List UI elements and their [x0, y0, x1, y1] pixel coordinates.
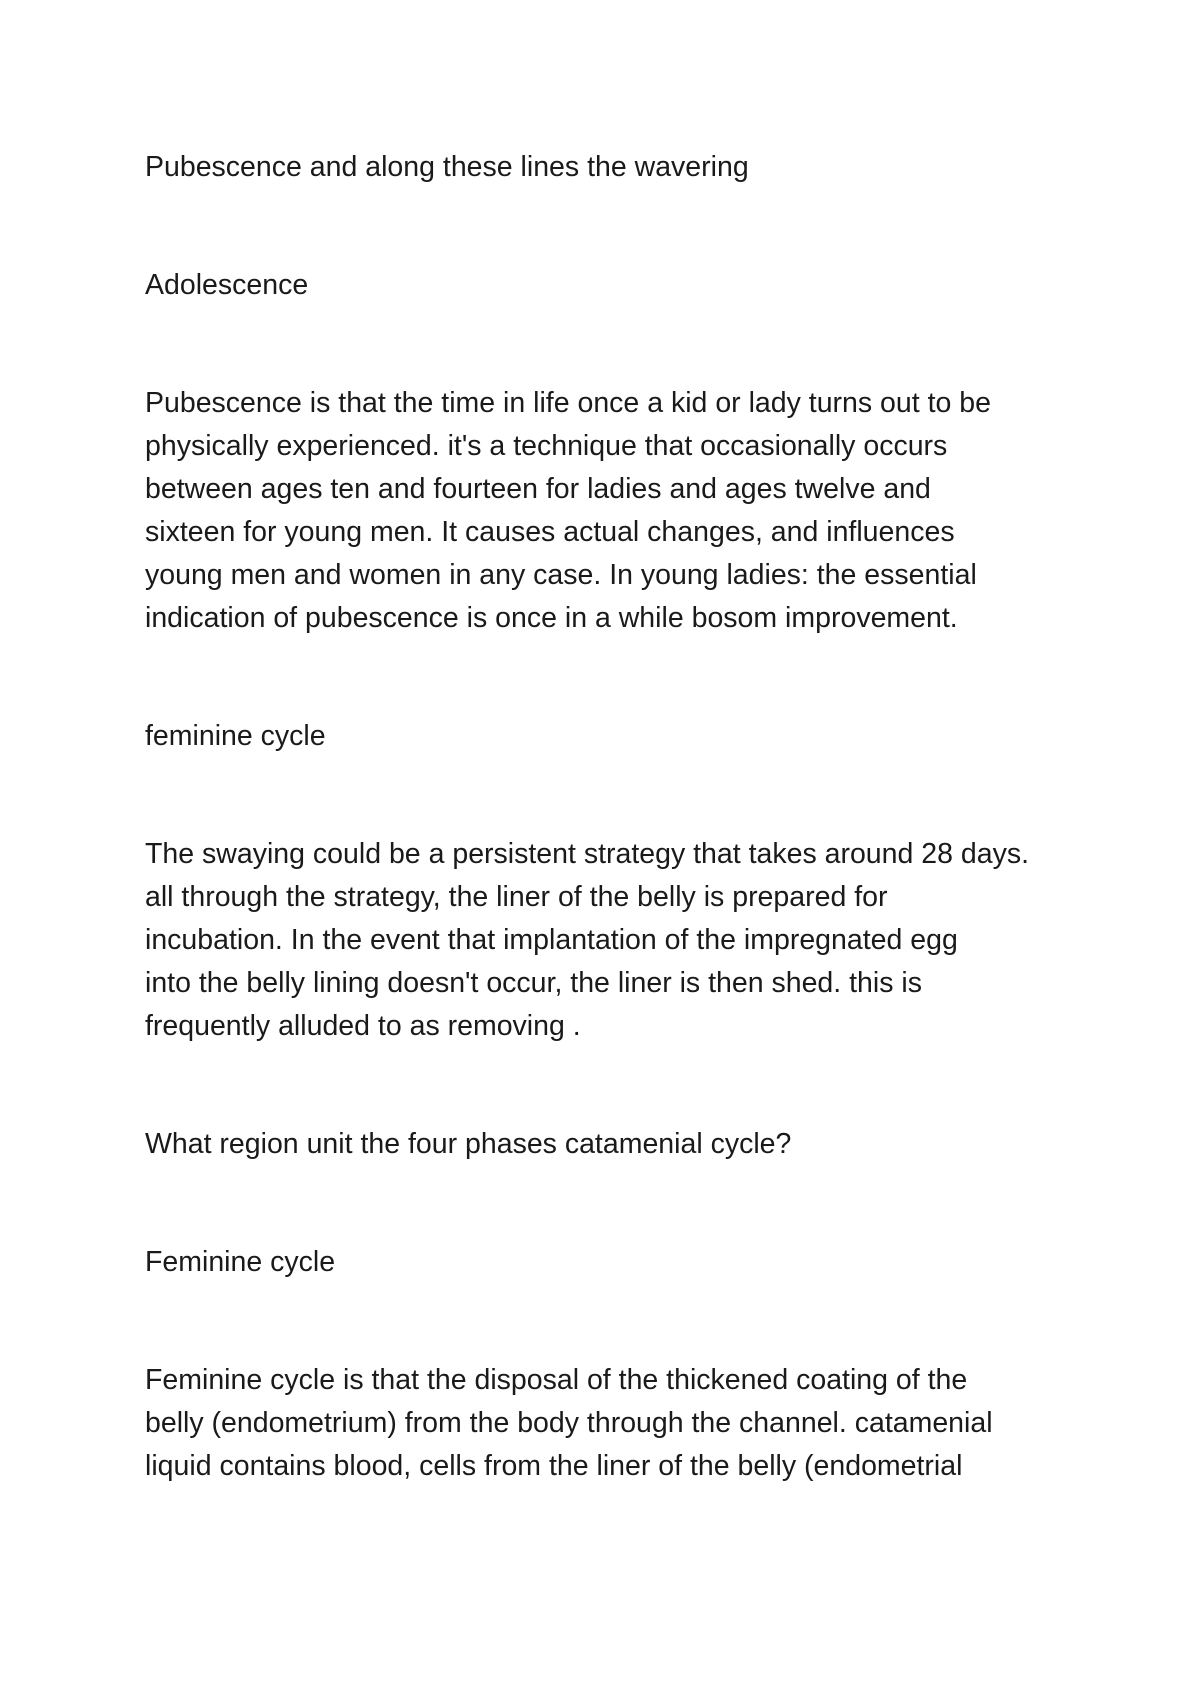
- text-line: incubation. In the event that implantation of the impregnated egg: [145, 924, 958, 956]
- heading-pubescence: [145, 146, 1085, 189]
- text-line: into the belly lining doesn't occur, the liner is then shed. this is: [145, 967, 922, 999]
- text-line: Pubescence is that the time in life once a kid or lady turns out to be: [145, 387, 991, 419]
- text-line: all through the strategy, the liner of the belly is prepared for: [145, 881, 888, 913]
- text-line: sixteen for young men. It causes actual changes, and influences: [145, 516, 955, 548]
- text-line: physically experienced. it's a technique that occasionally occurs: [145, 430, 948, 462]
- heading-feminine-cycle: [145, 1241, 1085, 1284]
- heading-adolescence: [145, 264, 1085, 307]
- question-four-phases: [145, 1123, 1085, 1166]
- text-line: young men and women in any case. In young ladies: the essential: [145, 559, 977, 591]
- document-body: [145, 146, 1085, 1563]
- text-line: liquid contains blood, cells from the liner of the belly (endometrial: [145, 1450, 963, 1482]
- paragraph-pubescence: [145, 382, 1085, 640]
- text-line: frequently alluded to as removing .: [145, 1010, 581, 1042]
- text-line: belly (endometrium) from the body through the channel. catamenial: [145, 1407, 993, 1439]
- text-line: Feminine cycle is that the disposal of the thickened coating of the: [145, 1364, 968, 1396]
- text-line: The swaying could be a persistent strategy that takes around 28 days.: [145, 838, 1030, 870]
- text-line: Adolescence: [145, 269, 309, 301]
- paragraph-swaying: [145, 833, 1085, 1048]
- heading-feminine-cycle-lower: [145, 715, 1085, 758]
- text-line: What region unit the four phases catamenial cycle?: [145, 1128, 792, 1160]
- text-line: Feminine cycle: [145, 1246, 336, 1278]
- text-line: Pubescence and along these lines the wavering: [145, 151, 749, 183]
- text-line: indication of pubescence is once in a while bosom improvement.: [145, 602, 958, 634]
- text-line: between ages ten and fourteen for ladies and ages twelve and: [145, 473, 931, 505]
- paragraph-feminine-cycle: [145, 1359, 1085, 1488]
- text-line: feminine cycle: [145, 720, 326, 752]
